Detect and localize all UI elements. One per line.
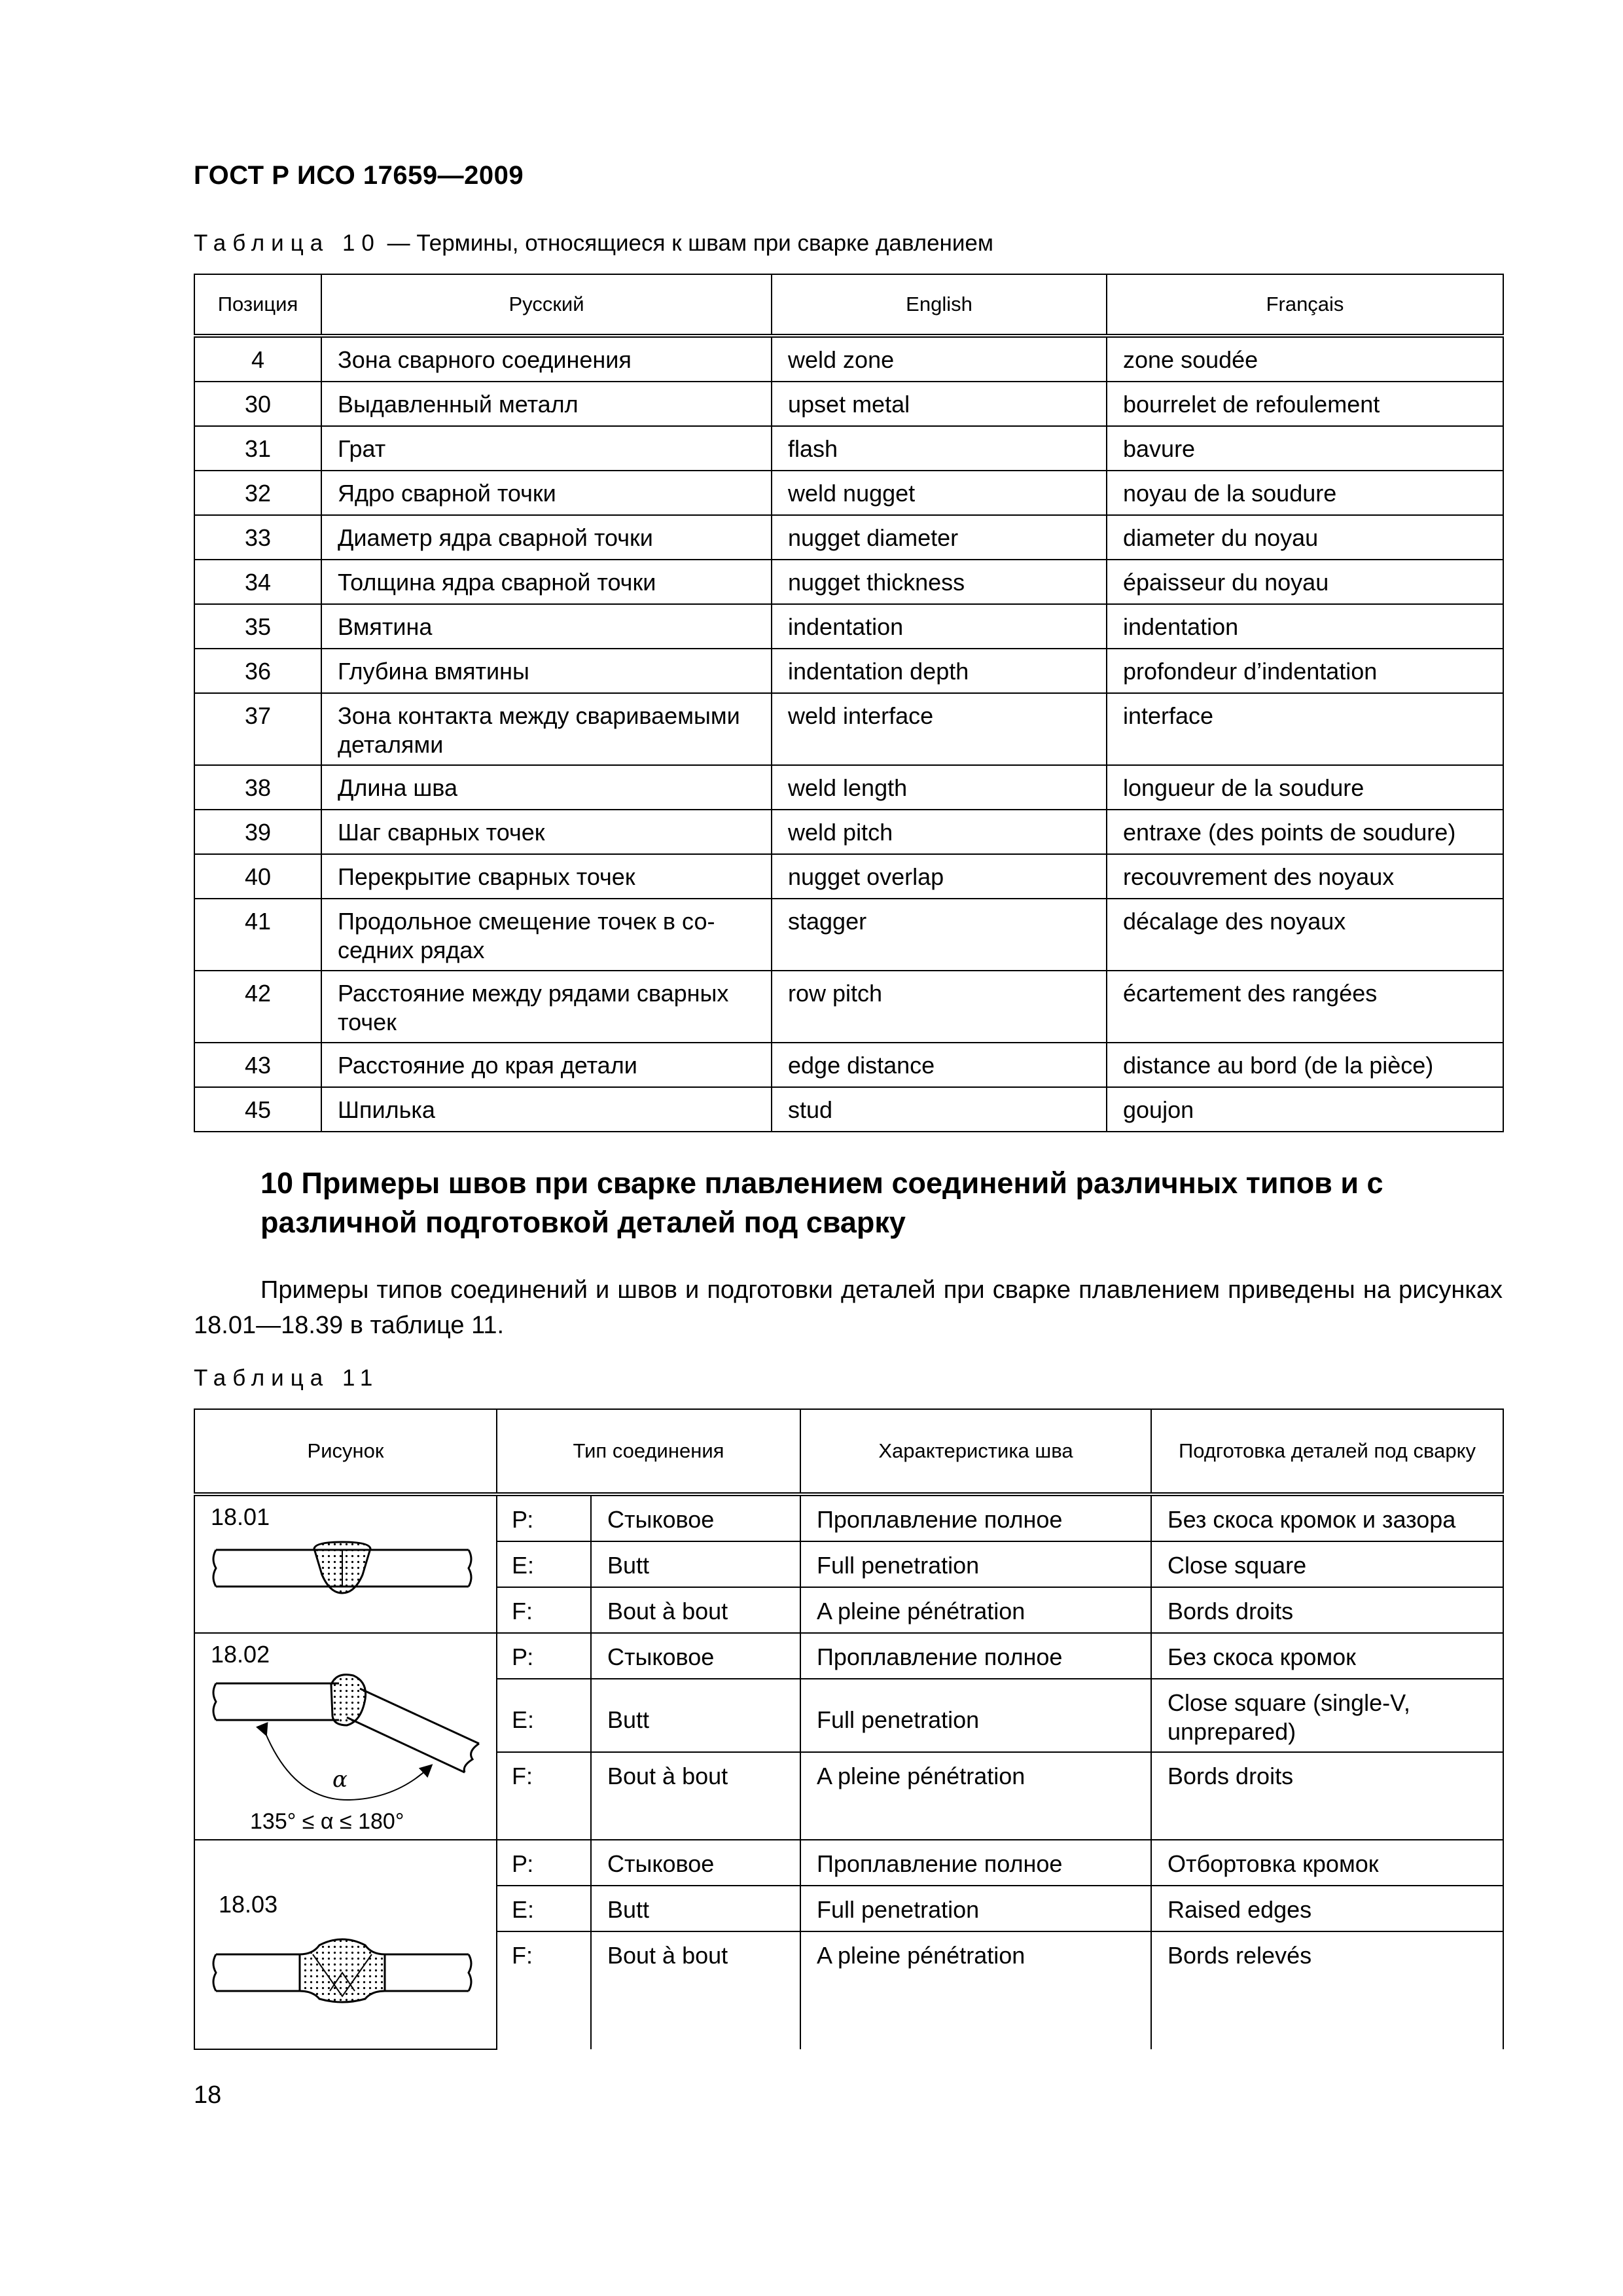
table-row — [194, 471, 1503, 515]
position-cell: 34 — [194, 560, 321, 604]
english-term-cell: stagger — [772, 899, 1107, 971]
russian-term-cell: Длина шва — [321, 765, 772, 810]
table-row — [194, 765, 1503, 810]
russian-term-cell: Глубина вмятины — [321, 649, 772, 693]
russian-term-cell: Шаг сварных точек — [321, 810, 772, 854]
figure-number: 18.01 — [211, 1503, 270, 1530]
position-cell: 40 — [194, 854, 321, 899]
english-term-cell: edge distance — [772, 1043, 1107, 1087]
french-term-cell: interface — [1107, 693, 1503, 765]
preparation-cell: Отбортовка кромок — [1151, 1840, 1503, 1886]
column-header-weld-characteristic: Характеристика шва — [800, 1409, 1151, 1494]
preparation-cell: Close square (single-V, unprepared) — [1151, 1679, 1503, 1752]
table-row — [194, 971, 1503, 1043]
french-term-cell: indentation — [1107, 604, 1503, 649]
preparation-cell: Raised edges — [1151, 1886, 1503, 1931]
french-term-cell: écartement des rangées — [1107, 971, 1503, 1043]
table-header-row — [194, 1409, 1503, 1494]
joint-type-cell: Bout à bout — [591, 1752, 800, 1840]
table10-caption-label: Таблица 10 — [194, 230, 381, 256]
intro-paragraph: Примеры типов соединений и швов и подготовки деталей при сварке плавлением приведены на рисунках 18.01—18.39 в таблице 11. — [194, 1276, 1503, 1339]
figure-cell — [194, 1840, 497, 2049]
language-code: F: — [497, 1587, 591, 1633]
weld-characteristic-cell: A pleine pénétration — [800, 1587, 1151, 1633]
column-header-position: Позиция — [194, 274, 321, 336]
table-row — [194, 515, 1503, 560]
language-code: F: — [497, 1752, 591, 1840]
preparation-cell: Bords droits — [1151, 1752, 1503, 1840]
table-row — [194, 1494, 1503, 1541]
weld-characteristic-cell: A pleine pénétration — [800, 1752, 1151, 1840]
russian-term-cell: Шпилька — [321, 1087, 772, 1132]
position-cell: 41 — [194, 899, 321, 971]
column-header-russian: Русский — [321, 274, 772, 336]
russian-term-cell: Толщина ядра сварной точки — [321, 560, 772, 604]
russian-term-cell: Диаметр ядра сварной точки — [321, 515, 772, 560]
french-term-cell: noyau de la soudure — [1107, 471, 1503, 515]
table11-caption: Таблица 11 — [194, 1365, 380, 1391]
russian-term-cell: Зона контакта между свариваемыми деталями — [321, 693, 772, 765]
russian-term-cell: Грат — [321, 426, 772, 471]
alpha-label: α — [332, 1767, 348, 1793]
russian-term-cell: Зона сварного соединения — [321, 336, 772, 382]
page-number: 18 — [194, 2081, 222, 2109]
french-term-cell: recouvrement des noyaux — [1107, 854, 1503, 899]
english-term-cell: indentation depth — [772, 649, 1107, 693]
position-cell: 32 — [194, 471, 321, 515]
weld-examples-table — [194, 1408, 1504, 2050]
joint-type-cell: Bout à bout — [591, 1587, 800, 1633]
language-code: E: — [497, 1541, 591, 1587]
language-code: F: — [497, 1931, 591, 2049]
position-cell: 38 — [194, 765, 321, 810]
column-header-english: English — [772, 274, 1107, 336]
preparation-cell: Close square — [1151, 1541, 1503, 1587]
angled-butt-weld-figure — [208, 1670, 483, 1834]
column-header-french: Français — [1107, 274, 1503, 336]
position-cell: 43 — [194, 1043, 321, 1087]
column-header-figure: Рисунок — [194, 1409, 497, 1494]
table-row — [194, 560, 1503, 604]
weld-characteristic-cell: Проплавление полное — [800, 1633, 1151, 1679]
russian-term-cell: Продольное смещение точек в со-седних рядах — [321, 899, 772, 971]
weld-characteristic-cell: Full penetration — [800, 1886, 1151, 1931]
french-term-cell: épaisseur du noyau — [1107, 560, 1503, 604]
english-term-cell: stud — [772, 1087, 1107, 1132]
english-term-cell: nugget thickness — [772, 560, 1107, 604]
position-cell: 42 — [194, 971, 321, 1043]
french-term-cell: diameter du noyau — [1107, 515, 1503, 560]
position-cell: 4 — [194, 336, 321, 382]
russian-term-cell: Расстояние между рядами сварных точек — [321, 971, 772, 1043]
column-header-joint-type: Тип соединения — [497, 1409, 800, 1494]
english-term-cell: weld length — [772, 765, 1107, 810]
joint-type-cell: Butt — [591, 1886, 800, 1931]
english-term-cell: nugget diameter — [772, 515, 1107, 560]
preparation-cell: Без скоса кромок и зазора — [1151, 1494, 1503, 1541]
table-row — [194, 649, 1503, 693]
language-code: Р: — [497, 1494, 591, 1541]
joint-type-cell: Стыковое — [591, 1840, 800, 1886]
preparation-cell: Bords droits — [1151, 1587, 1503, 1633]
position-cell: 45 — [194, 1087, 321, 1132]
russian-term-cell: Вмятина — [321, 604, 772, 649]
figure-number: 18.03 — [219, 1891, 278, 1918]
table-row — [194, 426, 1503, 471]
language-code: E: — [497, 1886, 591, 1931]
angle-range-note: 135° ≤ α ≤ 180° — [250, 1809, 404, 1834]
language-code: Р: — [497, 1840, 591, 1886]
french-term-cell: bourrelet de refoulement — [1107, 382, 1503, 426]
preparation-cell: Без скоса кромок — [1151, 1633, 1503, 1679]
table-row — [194, 1633, 1503, 1679]
joint-type-cell: Стыковое — [591, 1494, 800, 1541]
english-term-cell: weld nugget — [772, 471, 1107, 515]
butt-weld-square-figure — [208, 1535, 483, 1594]
english-term-cell: row pitch — [772, 971, 1107, 1043]
figure-cell — [194, 1633, 497, 1840]
position-cell: 30 — [194, 382, 321, 426]
weld-characteristic-cell: Full penetration — [800, 1679, 1151, 1752]
position-cell: 37 — [194, 693, 321, 765]
preparation-cell: Bords relevés — [1151, 1931, 1503, 2049]
english-term-cell: upset metal — [772, 382, 1107, 426]
joint-type-cell: Butt — [591, 1541, 800, 1587]
french-term-cell: entraxe (des points de soudure) — [1107, 810, 1503, 854]
english-term-cell: weld zone — [772, 336, 1107, 382]
french-term-cell: goujon — [1107, 1087, 1503, 1132]
weld-characteristic-cell: Проплавление полное — [800, 1494, 1151, 1541]
position-cell: 39 — [194, 810, 321, 854]
french-term-cell: bavure — [1107, 426, 1503, 471]
table-row — [194, 336, 1503, 382]
table-row — [194, 1087, 1503, 1132]
language-code: Р: — [497, 1633, 591, 1679]
table-row — [194, 810, 1503, 854]
figure-number: 18.02 — [211, 1641, 270, 1668]
table-row — [194, 604, 1503, 649]
raised-edges-weld-figure — [208, 1932, 483, 2004]
weld-characteristic-cell: Full penetration — [800, 1541, 1151, 1587]
english-term-cell: weld interface — [772, 693, 1107, 765]
position-cell: 33 — [194, 515, 321, 560]
french-term-cell: distance au bord (de la pièce) — [1107, 1043, 1503, 1087]
language-code: E: — [497, 1679, 591, 1752]
english-term-cell: flash — [772, 426, 1107, 471]
french-term-cell: profondeur d’indentation — [1107, 649, 1503, 693]
table-row — [194, 1043, 1503, 1087]
russian-term-cell: Расстояние до края детали — [321, 1043, 772, 1087]
table10-caption — [194, 230, 993, 257]
table-row — [194, 1840, 1503, 1886]
joint-type-cell: Bout à bout — [591, 1931, 800, 2049]
document-header: ГОСТ Р ИСО 17659—2009 — [194, 161, 524, 190]
table-row — [194, 854, 1503, 899]
position-cell: 36 — [194, 649, 321, 693]
terms-table — [194, 274, 1504, 1132]
english-term-cell: indentation — [772, 604, 1107, 649]
russian-term-cell: Ядро сварной точки — [321, 471, 772, 515]
table-header-row — [194, 274, 1503, 336]
table-row — [194, 382, 1503, 426]
position-cell: 35 — [194, 604, 321, 649]
table-row — [194, 693, 1503, 765]
weld-characteristic-cell: Проплавление полное — [800, 1840, 1151, 1886]
french-term-cell: longueur de la soudure — [1107, 765, 1503, 810]
position-cell: 31 — [194, 426, 321, 471]
english-term-cell: nugget overlap — [772, 854, 1107, 899]
column-header-preparation: Подготовка деталей под сварку — [1151, 1409, 1503, 1494]
english-term-cell: weld pitch — [772, 810, 1107, 854]
russian-term-cell: Выдавленный металл — [321, 382, 772, 426]
weld-characteristic-cell: A pleine pénétration — [800, 1931, 1151, 2049]
joint-type-cell: Стыковое — [591, 1633, 800, 1679]
section-heading: 10 Примеры швов при сварке плавлением соединений различных типов и с различной подготовкой деталей под сварку — [260, 1166, 1383, 1239]
french-term-cell: décalage des noyaux — [1107, 899, 1503, 971]
table10-caption-text: — Термины, относящиеся к швам при сварке давлением — [380, 230, 993, 256]
french-term-cell: zone soudée — [1107, 336, 1503, 382]
table-row — [194, 899, 1503, 971]
figure-cell — [194, 1494, 497, 1633]
joint-type-cell: Butt — [591, 1679, 800, 1752]
russian-term-cell: Перекрытие сварных точек — [321, 854, 772, 899]
